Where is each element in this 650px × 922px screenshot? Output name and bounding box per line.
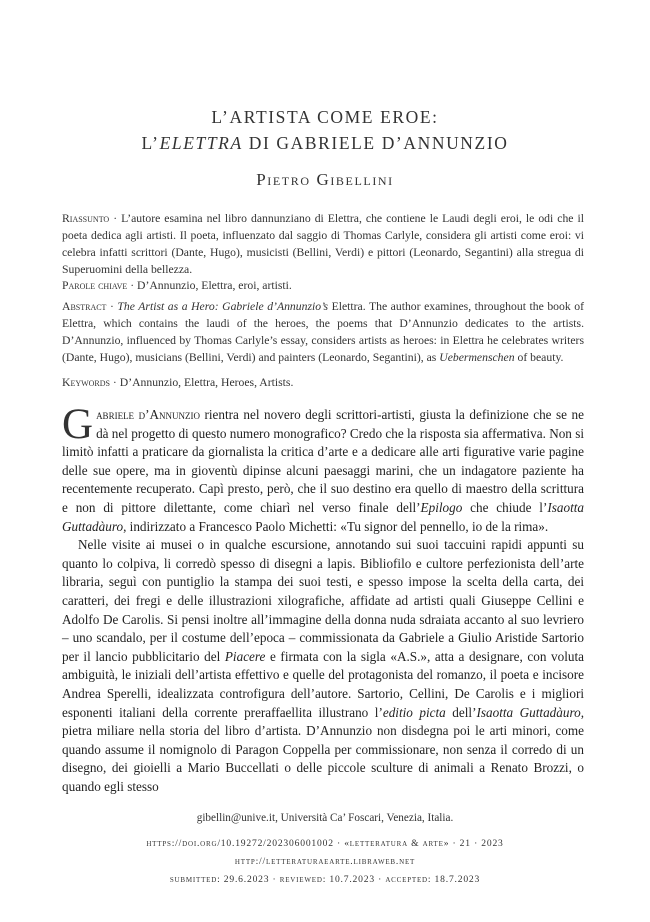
title-prefix: L’ — [141, 133, 160, 153]
p1-text-b: che chiude l’ — [462, 499, 548, 515]
title-suffix: DI GABRIELE D’ANNUNZIO — [242, 133, 509, 153]
p2-italic-editio-picta: editio picta — [382, 704, 446, 720]
riassunto-separator: · — [109, 212, 122, 225]
abstract-title-tail: Elettra. — [328, 300, 366, 313]
p2-text-d: , pietra miliare nella storia del libro d’artista. D’Annunzio non disdegna poi le arti minori, come quando assume il nomignolo di Paragon Coppella per commissionare, non senza il corredo di un disegno, dei gioielli a Mario Buccellati o delle piccole sculture di animali a Renato Brozzi, o quando egli stesso — [62, 704, 584, 794]
body-paragraph-1 — [62, 401, 584, 536]
journal-url: http://letteraturaearte.libraweb.net — [234, 856, 416, 867]
keywords-separator: · — [110, 376, 120, 389]
article-title-line-2 — [0, 133, 650, 154]
keywords-text: D’Annunzio, Elettra, Heroes, Artists. — [119, 376, 294, 389]
keywords-block — [62, 374, 584, 391]
abstract-separator: · — [106, 300, 118, 313]
p2-text-b: e firmata con la sigla «A.S.», atta a designare, con voluta ambiguità, le iniziali dell’artista effettivo e quelle del protagonista del romanzo, il poeta e incisore Andrea Sperelli, idealizzata controfigura dell’autore. Sartorio, Cellini, De Carolis e i migliori esponenti italiani della corrente preraffaellita illustrano l’ — [62, 648, 584, 720]
p2-italic-isaotta: Isaotta Guttadàuro — [476, 704, 581, 720]
title-italic: ELETTRA — [159, 133, 243, 153]
parole-chiave-label: Parole chiave — [62, 279, 128, 292]
p1-italic-epilogo: Epilogo — [420, 499, 463, 515]
abstract-text: The author examines, throughout the book of Elettra, which contains the laudi of the heroes, the poems that D’Annunzio dedicates to the artists. D’Annunzio, influenced by Thomas Carlyle’s essay, considers artists as heroes: in Elettra he celebrates writers (Dante, Hugo), musicians (Bellini, Verdi) and painters (Leonardo, Segantini), as — [62, 300, 584, 365]
body-paragraph-2 — [62, 536, 584, 796]
parole-chiave-block — [62, 277, 584, 294]
abstract-label: Abstract — [62, 300, 107, 313]
author-name: Pietro Gibellini — [256, 170, 394, 189]
p2-text-a: Nelle visite ai musei o in qualche escursione, annotando sui suoi taccuini rapidi appunti su quanto lo colpiva, li corredò spesso di disegni a lapis. Bibliofilo e cultore perfezionista dell’arte libraria, seguì con puntiglio la stampa dei suoi testi, e spesso impose la scelta della carta, dei caratteri, dei fregi e delle illustrazioni xilografiche, affidate ad artisti quali Giuseppe Cellini e Adolfo De Carolis. Si pensi inoltre all’immagine della donna nuda sdraiata accanto al suo levriero – uno scandalo, per il costume dell’epoca – commissionata da Gabriele a Giulio Aristide Sartorio per il lancio pubblicitario del — [62, 537, 584, 664]
article-body — [62, 401, 584, 796]
p1-text-c: , indirizzato a Francesco Paolo Michetti: «Tu signor del pennello, io de la rima». — [123, 518, 549, 534]
riassunto-text: L’autore esamina nel libro dannunziano di Elettra, che contiene le Laudi degli eroi, le odi che il poeta dedica agli artisti. Il poeta, influenzato dal saggio di Thomas Carlyle, considera gli artisti come eroi: vi celebra infatti scrittori (Dante, Hugo), musicisti (Bellini, Verdi) e pittori (Leonardo, Segantini) alla stregua di Superuomini della bellezza. — [62, 212, 584, 277]
lead-in-smallcaps: abriele d’Annunzio — [96, 407, 200, 422]
parole-chiave-separator: · — [127, 279, 138, 292]
keywords-label: Keywords — [62, 376, 110, 389]
abstract-block — [62, 298, 584, 366]
riassunto-label: Riassunto — [62, 212, 110, 225]
doi-line: https://doi.org/10.19272/202306001002 · «letteratura & arte» · 21 · 2023 — [146, 838, 504, 849]
abstract-title: The Artist as a Hero: Gabriele d’Annunzio’s — [117, 300, 329, 313]
p1-text-a: rientra nel novero degli scrittori-artisti, giusta la definizione che se ne dà nel progetto di questo numero monografico? Credo che la risposta sia affermativa. Non si limitò infatti a praticare da giornalista la critica d’arte e a dedicare alle arti figurative varie pagine delle sue opere, ma in gioventù dipinse alcuni paesaggi marini, che un indagatore paziente ha recentemente recuperato. Capì presto, però, che il suo destino era quello di maestro della scrittura e non di pittore dilettante, come chiarì nel verso finale dell’ — [62, 407, 584, 515]
p1-italic-isaotta: Isaotta Guttadàuro — [62, 499, 584, 534]
drop-cap: G — [62, 401, 94, 448]
abstract-text-end: of beauty. — [514, 351, 564, 365]
parole-chiave-text: D’Annunzio, Elettra, eroi, artisti. — [137, 279, 292, 292]
submission-dates: submitted: 29.6.2023 · reviewed: 10.7.2023 · accepted: 18.7.2023 — [169, 874, 481, 885]
p2-italic-piacere: Piacere — [224, 648, 266, 664]
author-affiliation-footnote: gibellin@unive.it, Università Ca’ Foscari, Venezia, Italia. — [196, 812, 454, 824]
riassunto-block — [62, 210, 584, 278]
article-title-line-1: L’ARTISTA COME EROE: — [211, 107, 439, 127]
p2-text-c: dell’ — [445, 704, 477, 720]
abstract-italic-word: Uebermenschen — [439, 351, 515, 365]
